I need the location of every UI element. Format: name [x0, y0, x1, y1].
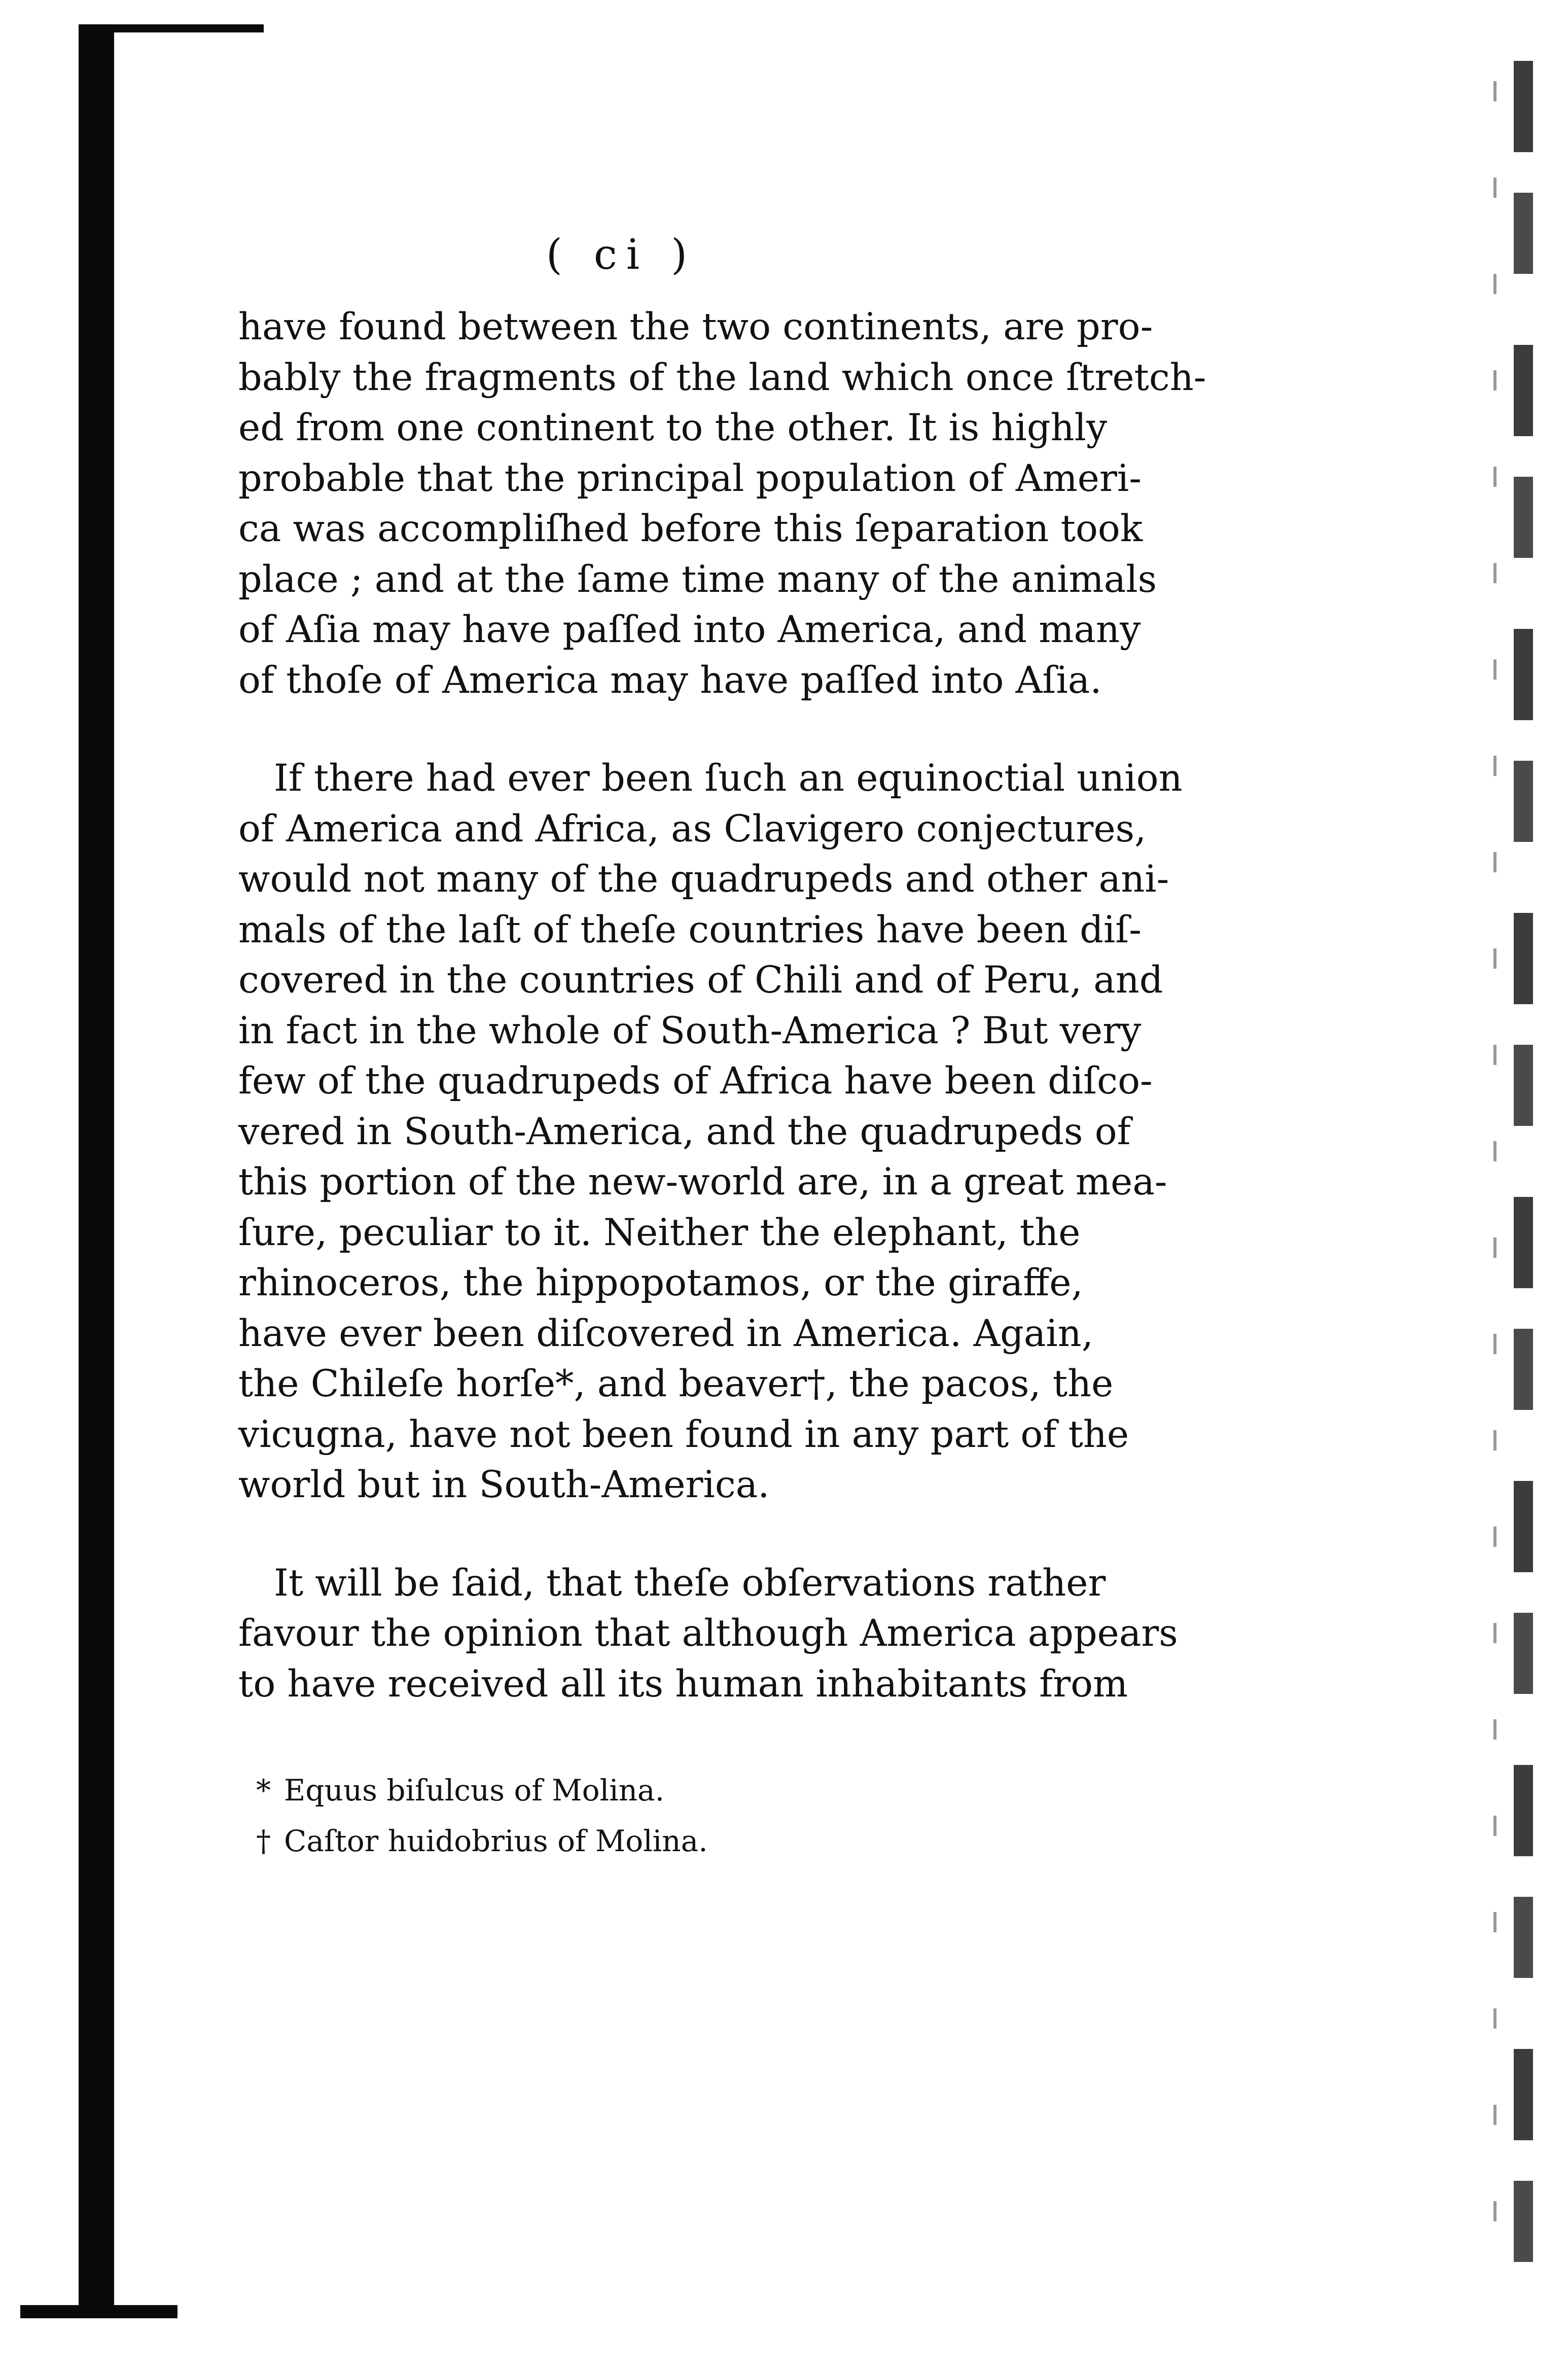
text-line: the Chileſe horſe*, and beaver†, the pacos, the: [238, 1362, 1114, 1405]
scan-edge-bottom-rule: [20, 2305, 177, 2318]
footnote-mark: *: [256, 1773, 271, 1808]
text-line: world but in South-America.: [238, 1463, 770, 1506]
footnotes: [256, 1765, 966, 1866]
text-line: have ever been diſcovered in America. Again,: [238, 1312, 1093, 1355]
paragraph-2: [238, 753, 1183, 1510]
text-line: It will be ſaid, that theſe obſervations rather: [274, 1561, 1106, 1605]
scan-right-page-edge: [1514, 61, 1533, 2323]
footnote-text: Caſtor huidobrius of Molina.: [284, 1824, 708, 1858]
text-line: place ; and at the ſame time many of the animals: [238, 557, 1157, 601]
text-line: of thoſe of America may have paſſed into Aſia.: [238, 658, 1102, 702]
scan-binding-edge: [79, 28, 114, 2318]
footnote-text: Equus biſulcus of Molina.: [284, 1773, 665, 1808]
text-line: vered in South-America, and the quadrupeds of: [238, 1110, 1131, 1153]
text-line: probable that the principal population of Ameri-: [238, 456, 1142, 500]
text-line: in fact in the whole of South-America ? But very: [238, 1009, 1142, 1052]
page-number: ( ci ): [546, 231, 697, 279]
scan-right-edge-speckle: [1493, 81, 1496, 2262]
text-line: have found between the two continents, are pro-: [238, 305, 1153, 348]
text-line: of Aſia may have paſſed into America, and many: [238, 608, 1141, 651]
body-text: [238, 302, 1206, 1709]
text-line: vicugna, have not been found in any part of the: [238, 1412, 1129, 1456]
paragraph-3: [238, 1558, 1178, 1710]
text-line: would not many of the quadrupeds and other ani-: [238, 858, 1169, 901]
text-line: ed from one continent to the other. It is highly: [238, 406, 1108, 449]
text-line: this portion of the new-world are, in a great mea-: [238, 1160, 1167, 1204]
text-line: If there had ever been ſuch an equinoctial union: [274, 757, 1183, 800]
text-line: rhinoceros, the hippopotamos, or the giraffe,: [238, 1261, 1083, 1304]
text-line: ca was accompliſhed before this ſeparation took: [238, 507, 1143, 550]
text-line: covered in the countries of Chili and of Peru, and: [238, 959, 1163, 1002]
paragraph-1: [238, 302, 1206, 705]
text-line: mals of the laſt of theſe countries have been diſ-: [238, 908, 1142, 951]
text-line: to have received all its human inhabitants from: [238, 1662, 1128, 1706]
footnote-2: [256, 1816, 966, 1866]
text-line: of America and Africa, as Clavigero conjectures,: [238, 807, 1147, 851]
text-line: favour the opinion that although America appears: [238, 1612, 1178, 1655]
footnote-mark: †: [256, 1824, 271, 1858]
text-line: few of the quadrupeds of Africa have been diſco-: [238, 1059, 1153, 1103]
text-line: ſure, peculiar to it. Neither the elephant, the: [238, 1211, 1081, 1254]
text-line: bably the fragments of the land which once ſtretch-: [238, 356, 1206, 399]
footnote-1: [256, 1765, 966, 1816]
